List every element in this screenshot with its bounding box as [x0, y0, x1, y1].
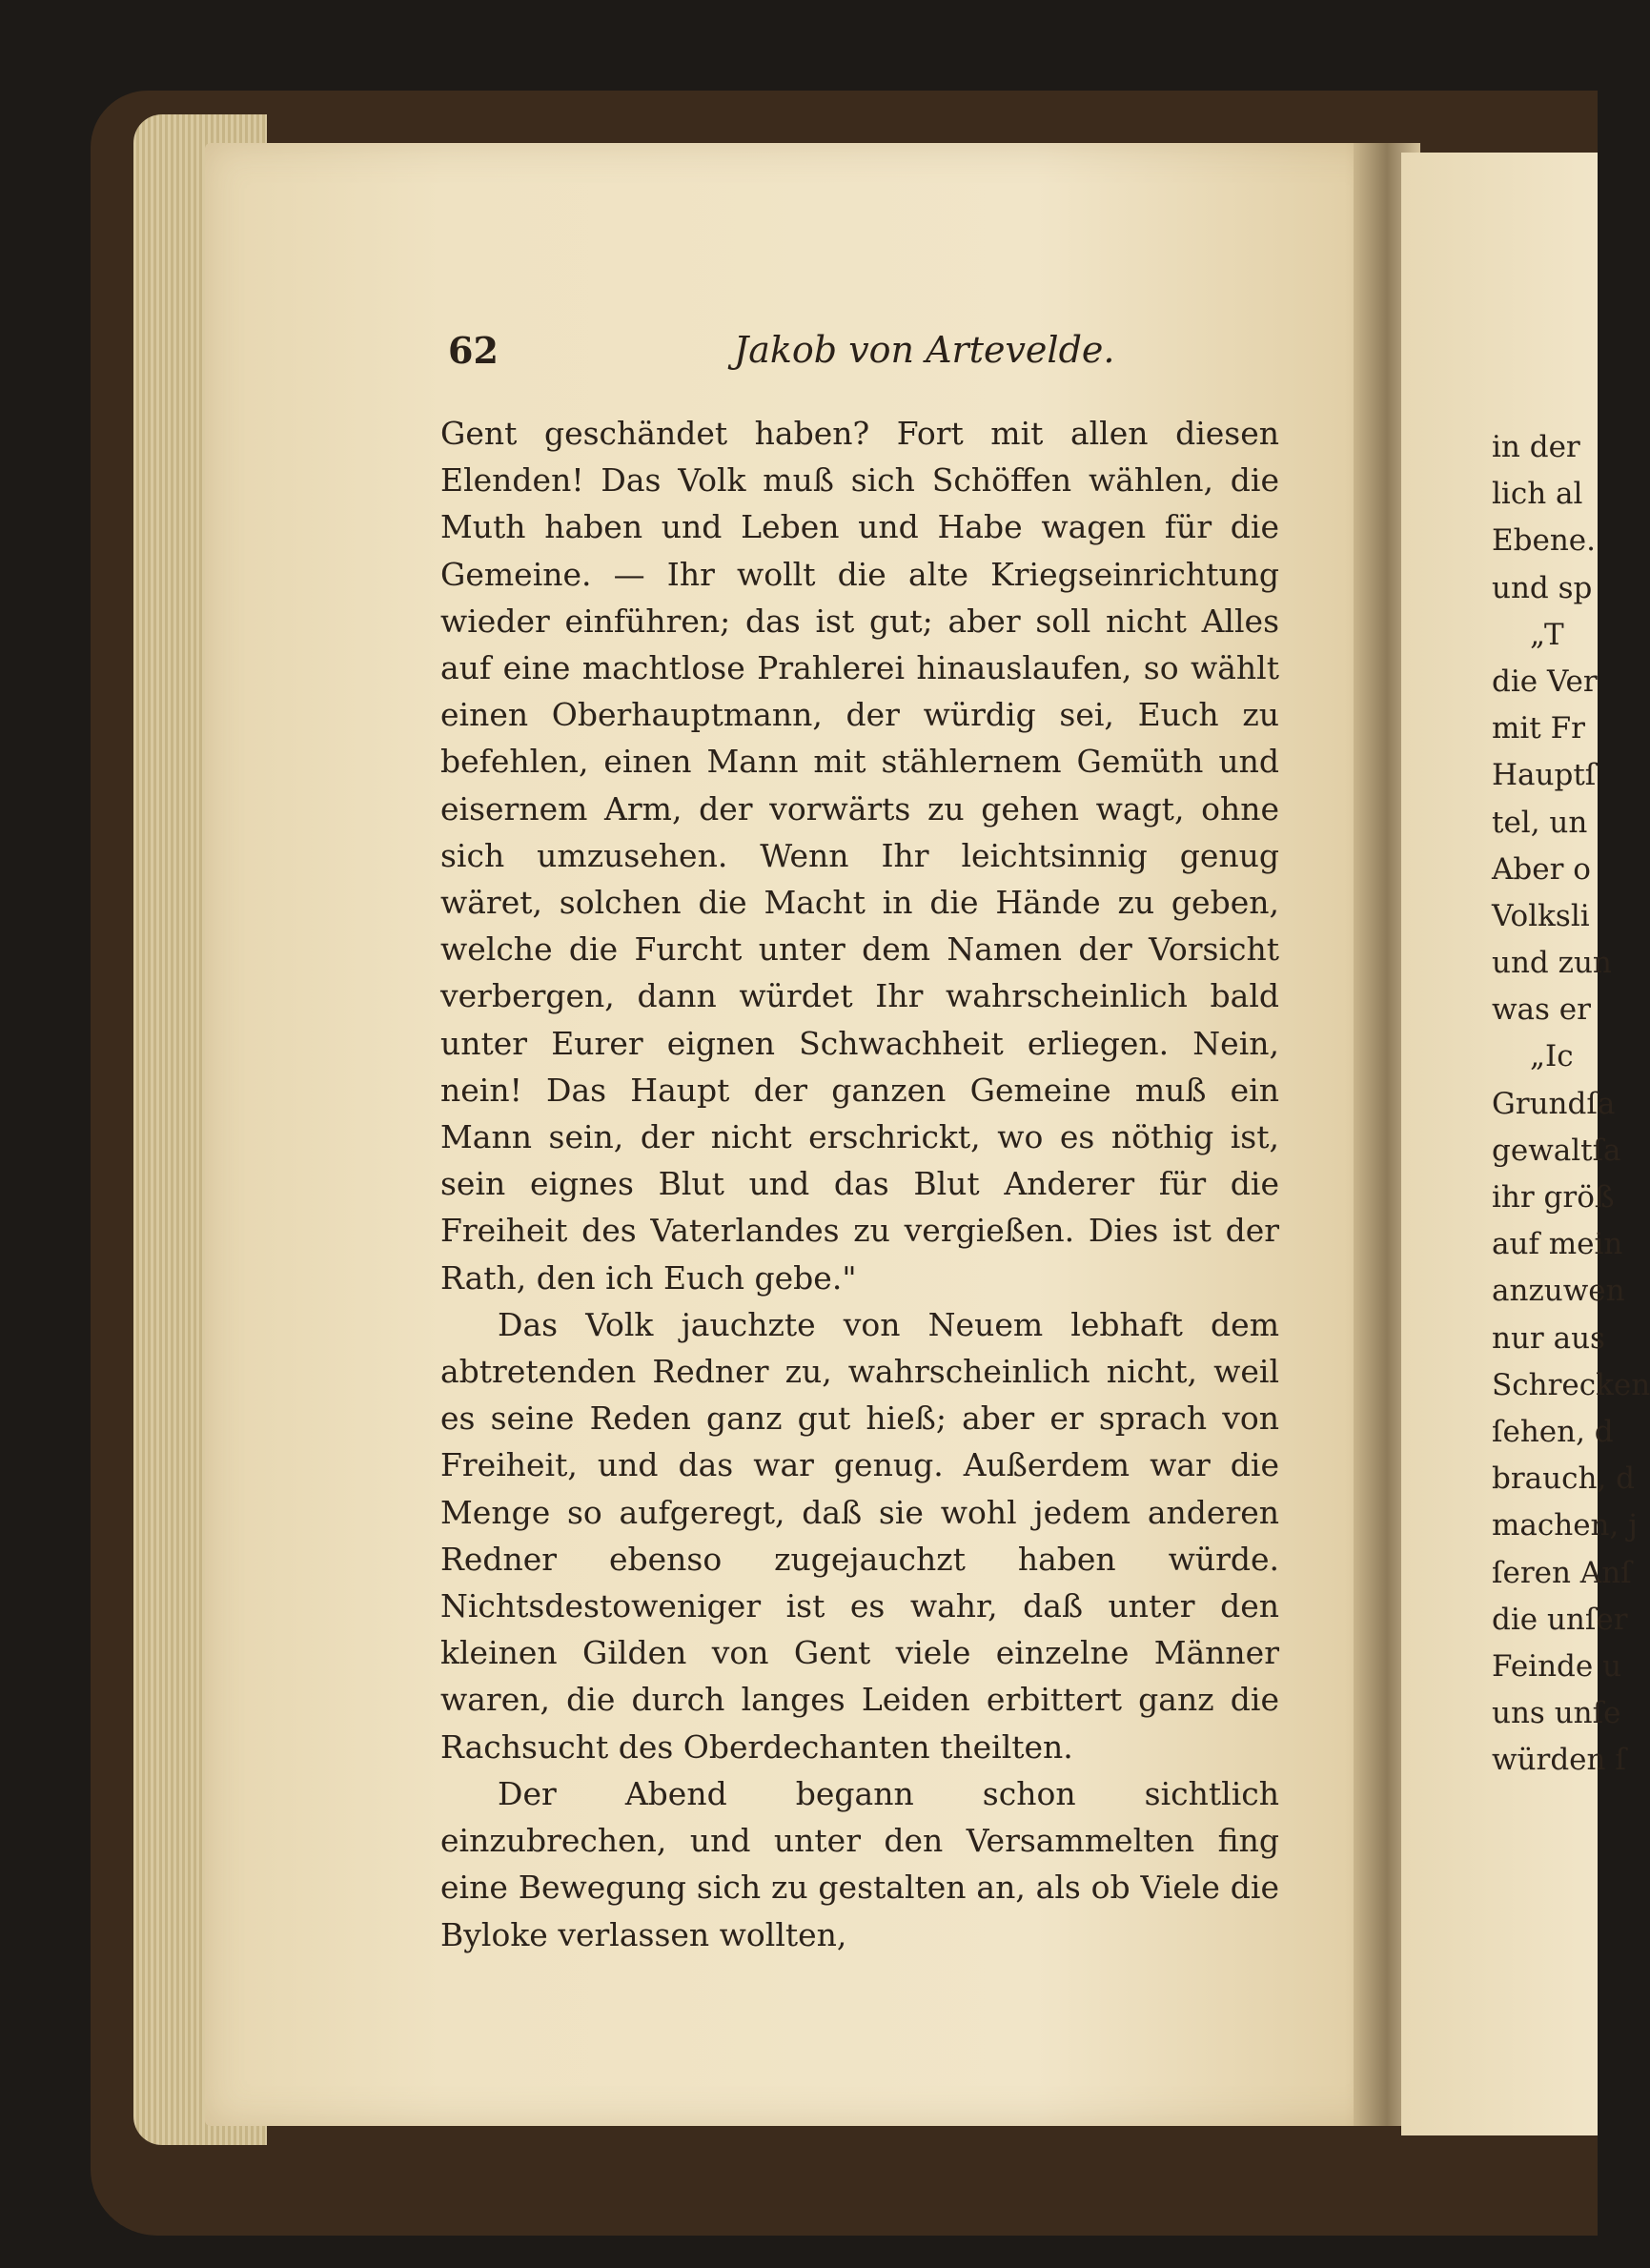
- text-line: Grundſa: [1492, 1086, 1616, 1121]
- text-line: Volksli: [1492, 898, 1590, 933]
- text-line: nur aus: [1492, 1320, 1605, 1356]
- text-line: „Ic: [1530, 1039, 1574, 1074]
- text-line: die Ver: [1492, 664, 1598, 699]
- text-line: ihr größ: [1492, 1180, 1615, 1215]
- running-title: Jakob von Artevelde.: [734, 329, 1115, 371]
- text-line: mit Fr: [1492, 711, 1585, 746]
- left-page-text: [440, 410, 1279, 1958]
- text-line: lich al: [1492, 477, 1583, 512]
- right-page-text: [1492, 424, 1650, 1784]
- text-line: was er: [1492, 992, 1591, 1028]
- text-line: brauch, d: [1492, 1461, 1635, 1497]
- text-line: Schrecken: [1492, 1367, 1650, 1402]
- page-number: 62: [448, 329, 499, 372]
- text-line: in der: [1492, 430, 1580, 464]
- paragraph: Gent geschändet haben? Fort mit allen diesen Elenden! Das Volk muß sich Schöffen wählen, die Muth haben und Leben und Habe wagen für die Gemeine. — Ihr wollt die alte Kriegseinrichtung wieder einführen; das ist gut; aber soll nicht Alles auf eine machtlose Prahlerei hinauslaufen, so wählt einen Oberhauptmann, der würdig sei, Euch zu befehlen, einen Mann mit stählernem Gemüth und eisernem Arm, der vorwärts zu gehen wagt, ohne sich umzusehen. Wenn Ihr leichtsinnig genug wäret, solchen die Macht in die Hände zu geben, welche die Furcht unter dem Namen der Vorsicht verbergen, dann würdet Ihr wahrscheinlich bald unter Eurer eignen Schwachheit erliegen. Nein, nein! Das Haupt der ganzen Gemeine muß ein Mann sein, der nicht erschrickt, wo es nöthig ist, sein eignes Blut und das Blut Anderer für die Freiheit des Vaterlandes zu vergießen. Dies ist der Rath, den ich Euch gebe.": [440, 415, 1279, 1297]
- text-line: ſeren Anſ: [1492, 1555, 1632, 1590]
- text-line: tel, un: [1492, 805, 1588, 840]
- text-line: und sp: [1492, 570, 1593, 605]
- text-line: ſehen, d: [1492, 1414, 1614, 1449]
- text-line: Feinde u: [1492, 1648, 1622, 1684]
- paragraph: Der Abend begann schon sichtlich einzubrechen, und unter den Versammelten fing eine Bewegung sich zu gestalten an, als ob Viele die Byloke verlassen wollten,: [440, 1774, 1279, 1953]
- text-line: anzuwen: [1492, 1274, 1625, 1309]
- text-line: Hauptſ: [1492, 758, 1597, 793]
- text-line: uns unſe: [1492, 1696, 1621, 1731]
- text-line: machen, j: [1492, 1508, 1638, 1543]
- text-line: auf mein: [1492, 1227, 1623, 1262]
- text-line: „T: [1530, 617, 1564, 652]
- text-line: gewaltſa: [1492, 1133, 1621, 1168]
- paragraph: Das Volk jauchzte von Neuem lebhaft dem abtretenden Redner zu, wahrscheinlich nicht, weil es seine Reden ganz gut hieß; aber er sprach von Freiheit, und das war genug. Außerdem war die Menge so aufgeregt, daß sie wohl jedem anderen Redner ebenso zugejauchzt haben würde. Nichtsdestoweniger ist es wahr, daß unter den kleinen Gilden von Gent viele einzelne Männer waren, die durch langes Leiden erbittert ganz die Rachsucht des Oberdechanten theilten.: [440, 1305, 1279, 1766]
- text-line: die unſer: [1492, 1602, 1628, 1637]
- text-line: Ebene.: [1492, 523, 1596, 559]
- text-line: Aber o: [1492, 851, 1591, 887]
- text-line: und zun: [1492, 946, 1612, 981]
- page-header: [448, 329, 1306, 386]
- text-line: würden ſ: [1492, 1743, 1626, 1778]
